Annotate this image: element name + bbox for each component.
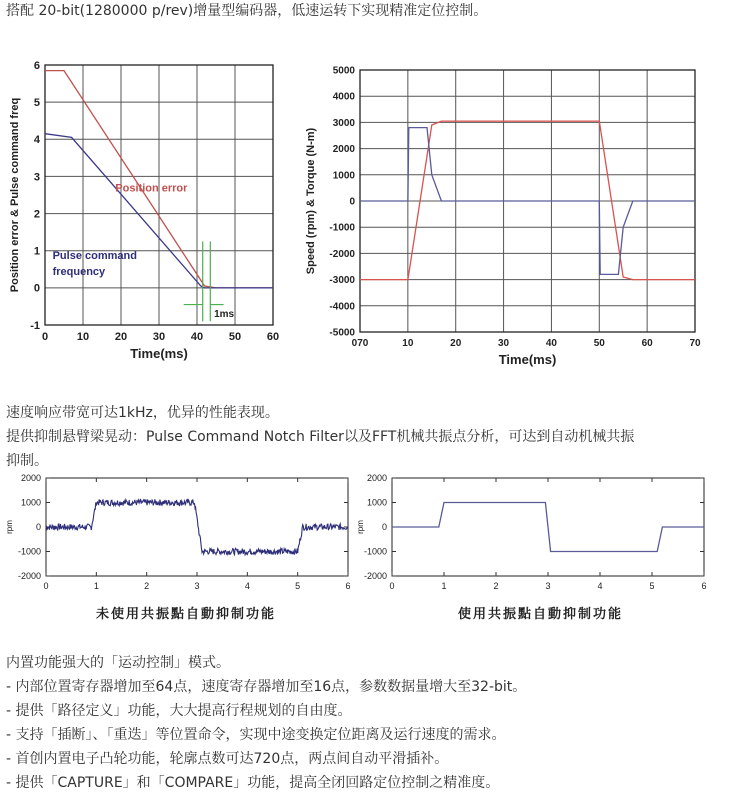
y-tick-label: 4000	[332, 91, 355, 103]
x-tick-label: 1	[441, 581, 447, 591]
series-line	[46, 499, 348, 554]
speed-torque-chart	[300, 30, 720, 375]
y-tick-label: 2000	[20, 473, 41, 484]
para3-line: 内置功能强大的「运动控制」模式。	[6, 655, 230, 671]
x-tick-label: 50	[593, 338, 605, 349]
x-tick-label: 60	[266, 331, 280, 343]
x-tick-label: 30	[152, 331, 166, 343]
x-tick-label: 60	[641, 338, 653, 349]
x-tick-label: 10	[402, 338, 414, 349]
y-tick-label: 3	[33, 171, 40, 184]
y-tick-label: -1	[30, 319, 40, 332]
x-axis-label: Time(ms)	[130, 346, 188, 361]
motion-control-paragraph	[6, 651, 526, 795]
intro-text: 搭配 20-bit(1280000 p/rev)增量型编码器，低速运转下实现精准定位控制。	[6, 3, 488, 19]
y-tick-label: -2000	[329, 248, 355, 260]
annotation-1ms: 1ms	[214, 308, 235, 320]
position-error-chart	[0, 30, 300, 375]
para3-line: - 首创内置电子凸轮功能，轮廓点数可达720点，两点间自动平滑插补。	[6, 751, 449, 767]
x-tick-label: 0	[41, 331, 49, 343]
y-tick-label: 0	[349, 196, 355, 208]
para2-line: 提供抑制悬臂梁晃动：Pulse Command Notch Filter以及FFT机械共振点分析，可达到自动机械共振	[6, 429, 635, 445]
para2-line: 速度响应带宽可达1kHz，优异的性能表现。	[6, 405, 279, 421]
y-axis-label: rpm	[356, 520, 365, 534]
x-tick-label: 6	[701, 581, 707, 591]
y-tick-label: -2000	[363, 571, 387, 582]
x-tick-label: 3	[194, 581, 200, 591]
legend-pulse-command: Pulse command	[52, 249, 137, 262]
x-tick-label: 40	[190, 331, 204, 343]
caption-with-suppression: 使用共振點自動抑制功能	[458, 607, 624, 622]
x-tick-label: 2	[493, 581, 499, 591]
series-line	[392, 503, 704, 552]
y-tick-label: 0	[33, 282, 40, 295]
y-tick-label: 2000	[366, 473, 387, 484]
y-tick-label: 2	[33, 208, 40, 221]
x-tick-label: 070	[351, 338, 369, 349]
y-tick-label: -3000	[329, 275, 355, 287]
para3-line: - 提供「CAPTURE」和「COMPARE」功能，提高全闭回路定位控制之精准度。	[6, 775, 500, 791]
y-axis-label: Position error & Pulse command freq	[9, 97, 21, 293]
y-tick-label: 1	[33, 245, 40, 258]
y-tick-label: 5000	[332, 65, 355, 77]
y-tick-label: 0	[35, 522, 41, 533]
x-tick-label: 2	[144, 581, 150, 591]
x-axis-label: Time(ms)	[498, 352, 557, 367]
para2-line: 抑制。	[6, 453, 48, 469]
y-tick-label: -1000	[329, 222, 355, 234]
x-tick-label: 0	[389, 581, 395, 591]
legend-pulse-frequency: frequency	[52, 265, 106, 278]
y-tick-label: 4	[33, 134, 40, 147]
y-axis-label: Speed (rpm) & Torque (N-m)	[305, 127, 317, 275]
x-tick-label: 4	[244, 581, 250, 591]
y-tick-label: 1000	[366, 497, 387, 508]
resonance-with-suppression-chart	[356, 470, 735, 595]
x-tick-label: 6	[345, 581, 351, 591]
y-tick-label: 1000	[332, 170, 355, 182]
x-tick-label: 3	[545, 581, 551, 591]
x-tick-label: 5	[295, 581, 301, 591]
x-tick-label: 20	[114, 331, 128, 343]
y-tick-label: -1000	[17, 546, 41, 557]
resonance-without-suppression-chart	[0, 470, 360, 595]
y-tick-label: 5	[33, 96, 40, 109]
y-tick-label: 6	[33, 59, 40, 72]
caption-without-suppression: 未使用共振點自動抑制功能	[96, 607, 277, 622]
x-tick-label: 30	[498, 338, 510, 349]
y-tick-label: 2000	[332, 144, 355, 156]
y-tick-label: 0	[381, 522, 387, 533]
x-tick-label: 20	[450, 338, 462, 349]
y-axis-label: rpm	[5, 520, 14, 534]
x-tick-label: 5	[649, 581, 655, 591]
y-tick-label: -4000	[329, 301, 355, 313]
x-tick-label: 10	[76, 331, 90, 343]
para3-line: - 内部位置寄存器增加至64点，速度寄存器增加至16点，参数数据量增大至32-bit。	[6, 679, 527, 695]
x-tick-label: 70	[689, 338, 701, 349]
x-tick-label: 4	[597, 581, 603, 591]
y-tick-label: -1000	[363, 546, 387, 557]
legend-position-error: Position error	[115, 182, 188, 195]
y-tick-label: 1000	[20, 497, 41, 508]
x-tick-label: 40	[545, 338, 557, 349]
x-tick-label: 0	[43, 581, 49, 591]
para3-line: - 支持「插断」、「重迭」等位置命令，实现中途变换定位距离及运行速度的需求。	[6, 727, 506, 743]
y-tick-label: 3000	[332, 117, 355, 129]
y-tick-label: -2000	[17, 571, 41, 582]
x-tick-label: 50	[228, 331, 242, 343]
performance-paragraph	[6, 401, 634, 473]
x-tick-label: 1	[93, 581, 99, 591]
para3-line: - 提供「路径定义」功能，大大提高行程规划的自由度。	[6, 703, 352, 719]
y-tick-label: -5000	[329, 327, 355, 339]
